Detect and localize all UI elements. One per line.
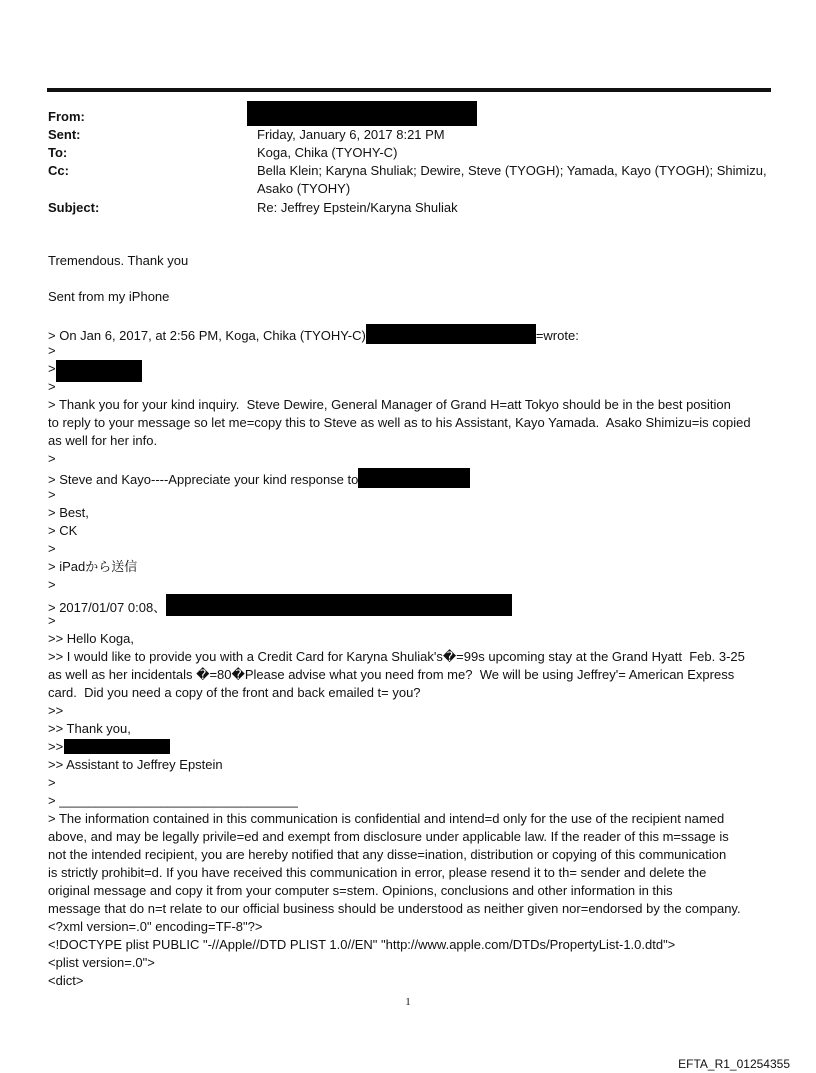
- nested-gt: >>: [48, 703, 64, 718]
- quote-date-line: [48, 594, 512, 617]
- nested-line: >> I would like to provide you with a Credit Card for Karyna Shuliak's�=99s upcoming stay at the Grand Hyatt Feb. 3-25: [48, 649, 745, 664]
- redaction-steve-line: [358, 468, 470, 488]
- redaction-quote-name: [56, 360, 142, 382]
- sent-value: Friday, January 6, 2017 8:21 PM: [257, 127, 445, 142]
- redaction-date-line: [166, 594, 512, 616]
- nested-gt: >>: [48, 739, 64, 754]
- redaction-koga-email: [366, 324, 536, 344]
- subject-label: Subject:: [48, 200, 100, 215]
- quote-gt: >: [48, 487, 56, 502]
- quote-gt: >: [48, 361, 56, 376]
- xml-line: <plist version=.0">: [48, 955, 155, 970]
- reply-text: Tremendous. Thank you: [48, 253, 189, 268]
- nested-assistant: >> Assistant to Jeffrey Epstein: [48, 757, 223, 772]
- redaction-from: [247, 101, 477, 126]
- quote-header-line: [48, 324, 579, 345]
- quote-paragraph-1: [48, 396, 770, 450]
- nested-paragraph: [48, 648, 770, 702]
- from-label: From:: [48, 109, 85, 124]
- cc-value-line1: Bella Klein; Karyna Shuliak; Dewire, Steve (TYOGH); Yamada, Kayo (TYOGH); Shimizu,: [257, 163, 767, 178]
- quote-gt: >: [48, 577, 56, 592]
- xml-block: [48, 918, 770, 990]
- quote-gt: >: [48, 541, 56, 556]
- xml-line: <dict>: [48, 973, 84, 988]
- subject-value: Re: Jeffrey Epstein/Karyna Shuliak: [257, 200, 458, 215]
- sent-label: Sent:: [48, 127, 81, 142]
- quote-line: > Thank you for your kind inquiry. Steve Dewire, General Manager of Grand H=att Tokyo should be in the best position: [48, 397, 731, 412]
- quote-ipad: > iPadから送信: [48, 559, 138, 574]
- to-label: To:: [48, 145, 68, 160]
- quote-steve-line: [48, 468, 470, 489]
- disclaimer-line: message that do n=t relate to our official business should be understood as neither given nor=endorsed by the company.: [48, 901, 741, 916]
- quote-best: > Best,: [48, 505, 89, 520]
- quote-gt: >: [48, 775, 56, 790]
- quote-gt: >: [48, 451, 56, 466]
- page-number: 1: [405, 996, 411, 1008]
- nested-thanks: >> Thank you,: [48, 721, 131, 736]
- disclaimer-line: > The information contained in this communication is confidential and intend=d only for the use of the recipient named: [48, 811, 725, 826]
- nested-line: card. Did you need a copy of the front and back emailed t= you?: [48, 685, 421, 700]
- cc-value-line2: Asako (TYOHY): [257, 181, 351, 196]
- quote-gt: >: [48, 379, 56, 394]
- to-value: Koga, Chika (TYOHY-C): [257, 145, 398, 160]
- header-rule: [47, 88, 771, 92]
- quote-on-suffix: =wrote:: [535, 328, 579, 343]
- quote-steve-text: > Steve and Kayo----Appreciate your kind response to: [48, 472, 359, 487]
- quote-gt: >: [48, 613, 56, 628]
- quote-gt: >: [48, 343, 56, 358]
- quote-date-text: > 2017/01/07 0:08、: [48, 600, 167, 615]
- quote-line: as well for her info.: [48, 433, 158, 448]
- xml-line: <?xml version=.0" encoding=TF-8"?>: [48, 919, 263, 934]
- sent-from-text: Sent from my iPhone: [48, 289, 170, 304]
- redaction-sender-name: [64, 739, 170, 754]
- disclaimer: [48, 810, 770, 918]
- quote-ck: > CK: [48, 523, 78, 538]
- nested-hello: >> Hello Koga,: [48, 631, 135, 646]
- quote-rule: > _________________________________: [48, 793, 298, 808]
- nested-line: as well as her incidentals �=80�Please advise what you need from me? We will be using Jeffrey'= American Express: [48, 667, 735, 682]
- document-id: EFTA_R1_01254355: [678, 1057, 790, 1071]
- xml-line: <!DOCTYPE plist PUBLIC "-//Apple//DTD PLIST 1.0//EN" "http://www.apple.com/DTDs/PropertyList-1.0.dtd">: [48, 937, 676, 952]
- cc-label: Cc:: [48, 163, 69, 178]
- quote-on-prefix: > On Jan 6, 2017, at 2:56 PM, Koga, Chika (TYOHY-C): [48, 328, 366, 343]
- disclaimer-line: is strictly prohibit=d. If you have received this communication in error, please resend it to th= sender and delete the: [48, 865, 707, 880]
- disclaimer-line: original message and copy it from your computer s=stem. Opinions, conclusions and other information in this: [48, 883, 673, 898]
- quote-line: to reply to your message so let me=copy this to Steve as well as to his Assistant, Kayo Yamada. Asako Shimizu=is copied: [48, 415, 751, 430]
- disclaimer-line: not the intended recipient, you are hereby notified that any disse=ination, distribution or copying of this communication: [48, 847, 727, 862]
- disclaimer-line: above, and may be legally privile=ed and exempt from disclosure under applicable law. If the reader of this m=ssage is: [48, 829, 729, 844]
